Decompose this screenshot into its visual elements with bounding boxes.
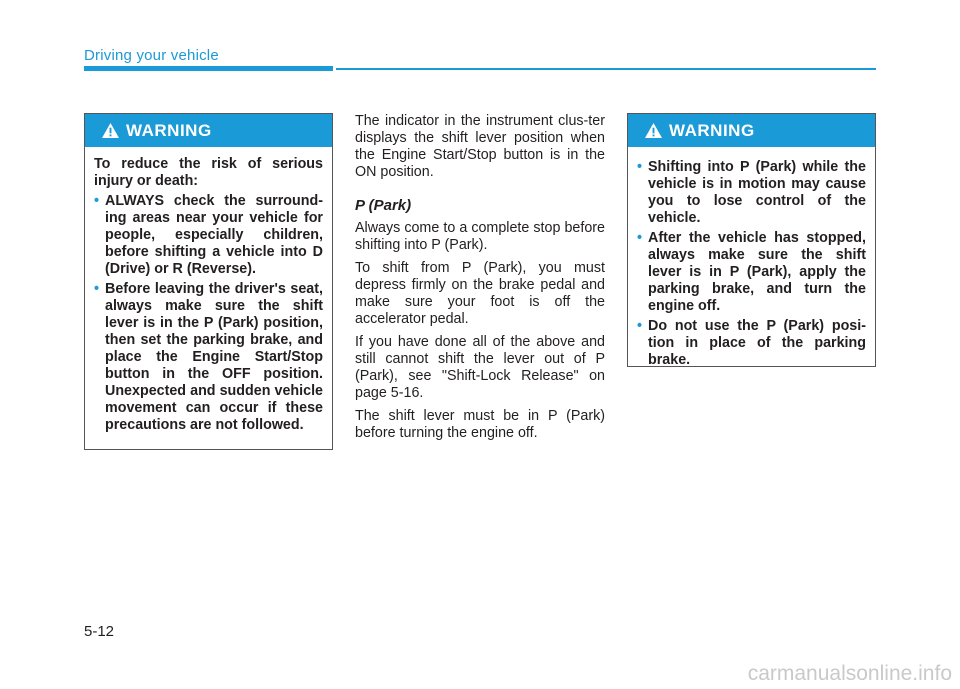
warning-item: • Do not use the P (Park) posi-tion in place of the parking brake. — [637, 318, 866, 369]
warning-list — [94, 193, 323, 434]
warning-triangle-icon — [644, 122, 663, 139]
warning-title: WARNING — [669, 120, 755, 140]
warning-title: WARNING — [126, 120, 212, 140]
main-text-column — [355, 113, 605, 448]
page-number: 5-12 — [84, 623, 115, 640]
section-title: Driving your vehicle — [84, 47, 219, 64]
warning-body — [85, 147, 332, 442]
body-paragraph: The shift lever must be in P (Park) before turning the engine off. — [355, 408, 605, 441]
warning-list — [637, 159, 866, 369]
park-heading: P (Park) — [355, 197, 412, 214]
warning-header — [628, 114, 875, 147]
warning-intro: To reduce the risk of serious injury or death: — [94, 156, 323, 189]
warning-box-right — [627, 113, 876, 367]
body-paragraph: Always come to a complete stop before shifting into P (Park). — [355, 220, 605, 253]
watermark: carmanualsonline.info — [747, 662, 952, 685]
warning-item: • After the vehicle has stopped, always make sure the shift lever is in P (Park), apply the parking brake, and turn the engine off. — [637, 230, 866, 315]
warning-item: • ALWAYS check the surround-ing areas near your vehicle for people, especially children, before shifting a vehicle into D (Drive) or R (Reverse). — [94, 193, 323, 278]
warning-box-left — [84, 113, 333, 450]
header-rule-thick — [84, 66, 333, 71]
header-rule-thin — [336, 68, 876, 70]
warning-item: • Shifting into P (Park) while the vehicle is in motion may cause you to lose control of the vehicle. — [637, 159, 866, 227]
warning-header — [85, 114, 332, 147]
body-paragraph: If you have done all of the above and still cannot shift the lever out of P (Park), see "Shift-Lock Release" on page 5-16. — [355, 334, 605, 401]
warning-item: • Before leaving the driver's seat, always make sure the shift lever is in the P (Park) position, then set the parking brake, and place the Engine Start/Stop button in the OFF position. Unexpected and sudden vehicle movement can occur if these precautions are not followed. — [94, 281, 323, 434]
indicator-paragraph: The indicator in the instrument clus-ter displays the shift lever position when the Engine Start/Stop button is in the ON position. — [355, 113, 605, 180]
warning-triangle-icon — [101, 122, 120, 139]
body-paragraph: To shift from P (Park), you must depress firmly on the brake pedal and make sure your foot is off the accelerator pedal. — [355, 260, 605, 327]
warning-body — [628, 147, 875, 377]
